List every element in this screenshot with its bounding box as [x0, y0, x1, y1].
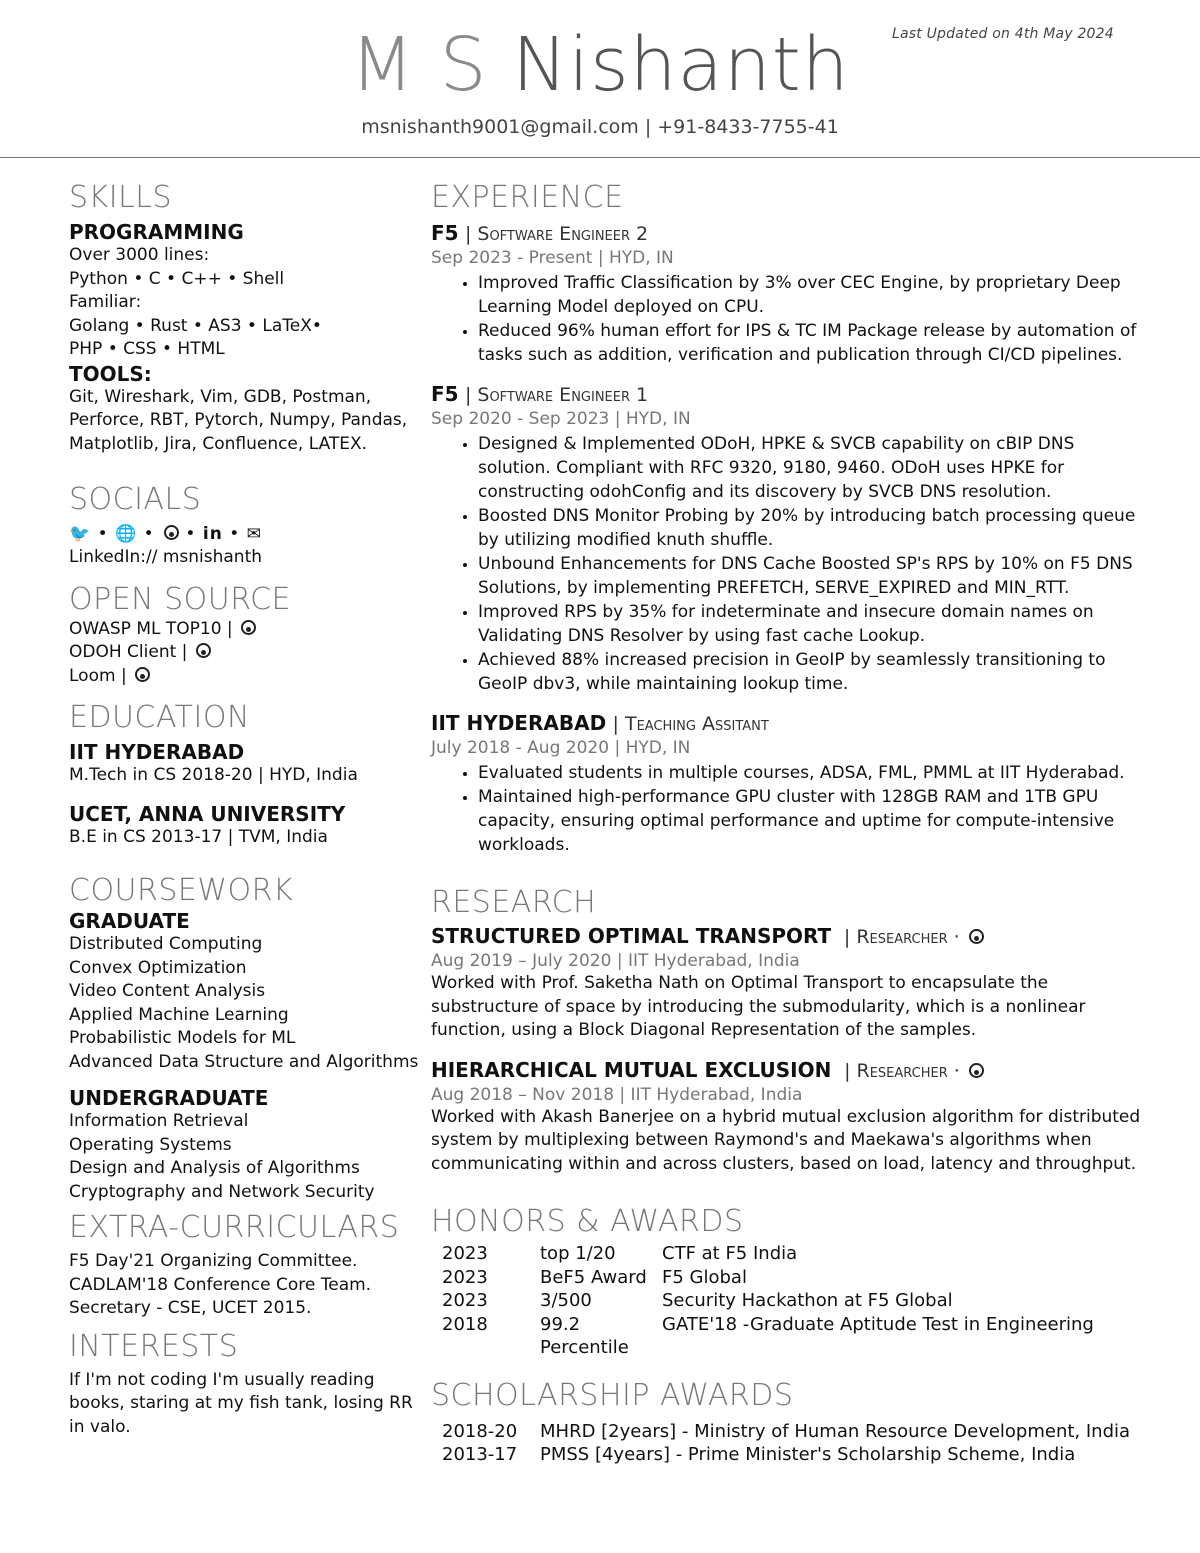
honors-title: HONORS & AWARDS [431, 1204, 744, 1239]
course-item: Operating Systems [69, 1134, 232, 1155]
list-item: • Improved Traffic Classification by 3% over CEC Engine, by proprietary Deep Learning Model deployed on CPU. [478, 271, 1151, 319]
programming-title: PROGRAMMING [69, 220, 244, 244]
project-text: Worked with Akash Banerjee on a hybrid mutual exclusion algorithm for distributed system by multiplexing between Raymond's and Maekawa's algorithms when communicating within and across clusters, based on load, latency and throughput. [431, 1106, 1141, 1174]
linkedin-icon[interactable]: in [202, 524, 223, 544]
year-cell: 2023 [442, 1266, 488, 1288]
interests-title: INTERESTS [69, 1328, 239, 1364]
education-title: EDUCATION [69, 700, 250, 735]
os-item[interactable] [69, 665, 419, 689]
right-column [431, 176, 1151, 1467]
over-label: Over 3000 lines: [69, 245, 210, 265]
job-bullets [431, 432, 1151, 696]
table-row [442, 1313, 1094, 1360]
linkedin-link[interactable]: LinkedIn:// msnishanth [69, 547, 263, 567]
job-role: | Software Engineer 2 [464, 223, 649, 245]
award-cell: BeF5 Award [540, 1266, 647, 1288]
job-org: IIT HYDERABAD [431, 711, 607, 735]
globe-icon[interactable]: 🌐 [115, 524, 138, 544]
job [431, 381, 1151, 696]
os-item[interactable] [69, 641, 419, 665]
github-icon[interactable] [135, 667, 150, 682]
extra-list [69, 1250, 419, 1321]
years-cell: 2018-20 [442, 1420, 518, 1442]
award-cell: 3/500 [540, 1290, 592, 1311]
project-date: Aug 2019 – July 2020 | IIT Hyderabad, India [431, 951, 800, 971]
extra-title: EXTRA-CURRICULARS [69, 1210, 400, 1245]
research-project [431, 1057, 1151, 1177]
over-list: Python • C • C++ • Shell [69, 268, 285, 289]
familiar-list-2: PHP • CSS • HTML [69, 339, 225, 359]
extra-item: F5 Day'21 Organizing Committee. [69, 1251, 358, 1271]
where-cell: CTF at F5 India [662, 1243, 798, 1264]
tools-title: TOOLS: [69, 361, 152, 386]
coursework-title: COURSEWORK [69, 873, 294, 908]
where-cell: GATE'18 -Graduate Aptitude Test in Engineering [662, 1313, 1094, 1335]
course-item: Design and Analysis of Algorithms [69, 1158, 360, 1178]
last-updated: Last Updated on 4th May 2024 [892, 26, 1114, 42]
job-bullets [431, 271, 1151, 367]
github-icon[interactable] [969, 929, 984, 944]
job-date: Sep 2023 - Present | HYD, IN [431, 248, 674, 268]
socials-title: SOCIALS [69, 482, 202, 517]
list-item: • Evaluated students in multiple courses, ADSA, FML, PMML at IIT Hyderabad. [478, 761, 1151, 785]
list-item: • Unbound Enhancements for DNS Cache Boosted SP's RPS by 10% on F5 DNS Solutions, by implementing PREFETCH, SERVE_EXPIRED and MIN_RTT. [478, 552, 1151, 600]
school-detail: B.E in CS 2013-17 | TVM, India [69, 826, 328, 847]
os-item-label: ODOH Client | [69, 642, 188, 662]
job-date: July 2018 - Aug 2020 | HYD, IN [431, 738, 691, 758]
list-item: • Boosted DNS Monitor Probing by 20% by introducing batch processing queue by utilizing modified knuth shuffle. [478, 504, 1151, 552]
os-item[interactable] [69, 618, 419, 642]
email-icon[interactable]: ✉ [246, 524, 262, 544]
table-row [442, 1420, 1130, 1444]
table-row [442, 1443, 1130, 1467]
where-cell: F5 Global [662, 1266, 747, 1288]
job [431, 220, 1151, 367]
course-item: Probabilistic Models for ML [69, 1028, 296, 1048]
project-name: STRUCTURED OPTIMAL TRANSPORT [431, 924, 832, 948]
list-item: • Reduced 96% human effort for IPS & TC IM Package release by automation of tasks such as addition, verification and publication through CI/CD pipelines. [478, 319, 1151, 367]
course-item: Convex Optimization [69, 957, 247, 978]
github-icon[interactable] [164, 525, 179, 540]
scholarship-cell: PMSS [4years] - Prime Minister's Scholarship Scheme, India [540, 1444, 1076, 1465]
skills-title: SKILLS [69, 180, 173, 215]
extra-item: CADLAM'18 Conference Core Team. [69, 1274, 372, 1295]
job-date: Sep 2020 - Sep 2023 | HYD, IN [431, 409, 691, 429]
job-role: | Teaching Assitant [612, 713, 769, 735]
list-item: • Maintained high-performance GPU cluster with 128GB RAM and 1TB GPU capacity, ensuring optimal performance and uptime for compute-intensive workloads. [478, 785, 1151, 857]
page-title [0, 22, 1200, 108]
familiar-list-1: Golang • Rust • AS3 • LaTeX• [69, 315, 322, 336]
project-role: | Researcher · [843, 926, 960, 948]
scholarships-title: SCHOLARSHIP AWARDS [431, 1377, 794, 1413]
school-name: UCET, ANNA UNIVERSITY [69, 801, 346, 826]
job-org: F5 [431, 221, 459, 245]
interests-text: If I'm not coding I'm usually reading books, staring at my fish tank, losing RR in valo. [69, 1369, 413, 1437]
social-icons: 🐦 • 🌐 • • in • ✉ [69, 524, 262, 544]
school-detail: M.Tech in CS 2018-20 | HYD, India [69, 765, 358, 785]
undergrad-title: UNDERGRADUATE [69, 1086, 269, 1110]
year-cell: 2023 [442, 1243, 488, 1264]
header-divider [0, 157, 1200, 158]
school-name: IIT HYDERABAD [69, 740, 245, 764]
project-name: HIERARCHICAL MUTUAL EXCLUSION [431, 1057, 832, 1082]
left-column [69, 176, 419, 1439]
project-text: Worked with Prof. Saketha Nath on Optimal Transport to encapsulate the substructure of space by introducing the submodularity, which is a nonlinear function, using a Block Diagonal Representation of the samples. [431, 973, 1086, 1040]
first-name: M S [350, 22, 488, 108]
github-icon[interactable] [241, 620, 256, 635]
course-item: Advanced Data Structure and Algorithms [69, 1051, 419, 1072]
table-row [442, 1289, 1094, 1313]
year-cell: 2023 [442, 1290, 488, 1311]
github-icon[interactable] [969, 1063, 984, 1078]
list-item: • Improved RPS by 35% for indeterminate and insecure domain names on Validating DNS Resolver by using fast cache Lookup. [478, 600, 1151, 648]
list-item: • Achieved 88% increased precision in GeoIP by seamlessly transitioning to GeoIP dbv3, while maintaining lookup time. [478, 648, 1151, 696]
twitter-icon[interactable]: 🐦 [69, 524, 92, 544]
os-item-label: OWASP ML TOP10 | [69, 618, 233, 639]
job-org: F5 [431, 382, 459, 406]
table-row [442, 1242, 1094, 1266]
year-cell: 2018 [442, 1313, 488, 1335]
table-row [442, 1266, 1094, 1290]
project-role: | Researcher · [844, 1059, 960, 1082]
contact-line[interactable]: msnishanth9001@gmail.com | +91-8433-7755-41 [361, 116, 839, 138]
last-name: Nishanth [512, 22, 850, 108]
graduate-list [69, 933, 419, 1074]
course-item: Distributed Computing [69, 934, 263, 954]
course-item: Video Content Analysis [69, 981, 266, 1001]
honors-table [442, 1242, 1094, 1360]
course-item: Applied Machine Learning [69, 1004, 289, 1025]
project-date: Aug 2018 – Nov 2018 | IIT Hyderabad, India [431, 1084, 803, 1105]
experience-title: EXPERIENCE [431, 180, 624, 215]
job-bullets [431, 761, 1151, 857]
course-item: Information Retrieval [69, 1111, 249, 1131]
extra-item: Secretary - CSE, UCET 2015. [69, 1298, 312, 1318]
award-cell: 99.2 Percentile [540, 1313, 629, 1358]
graduate-title: GRADUATE [69, 909, 190, 933]
tools-list: Git, Wireshark, Vim, GDB, Postman, Perforce, RBT, Pytorch, Numpy, Pandas, Matplotlib, Jira, Confluence, LATEX. [69, 386, 408, 454]
job [431, 710, 1151, 857]
research-title: RESEARCH [431, 885, 597, 920]
research-project [431, 923, 1151, 1043]
familiar-label: Familiar: [69, 292, 142, 312]
scholarship-cell: MHRD [2years] - Ministry of Human Resource Development, India [540, 1420, 1131, 1442]
os-item-label: Loom | [69, 665, 127, 686]
list-item: • Designed & Implemented ODoH, HPKE & SVCB capability on cBIP DNS solution. Compliant with RFC 9320, 9180, 9460. ODoH uses HPKE for constructing odohConfig and its discovery by SVCB DNS resolution. [478, 432, 1151, 504]
open-source-title: OPEN SOURCE [69, 581, 292, 617]
course-item: Cryptography and Network Security [69, 1181, 375, 1202]
where-cell: Security Hackathon at F5 Global [662, 1290, 953, 1311]
undergrad-list [69, 1110, 419, 1204]
years-cell: 2013-17 [442, 1444, 518, 1465]
award-cell: top 1/20 [540, 1243, 616, 1264]
github-icon[interactable] [196, 643, 211, 658]
job-role: | Software Engineer 1 [464, 384, 649, 406]
scholarships-table [442, 1420, 1130, 1467]
